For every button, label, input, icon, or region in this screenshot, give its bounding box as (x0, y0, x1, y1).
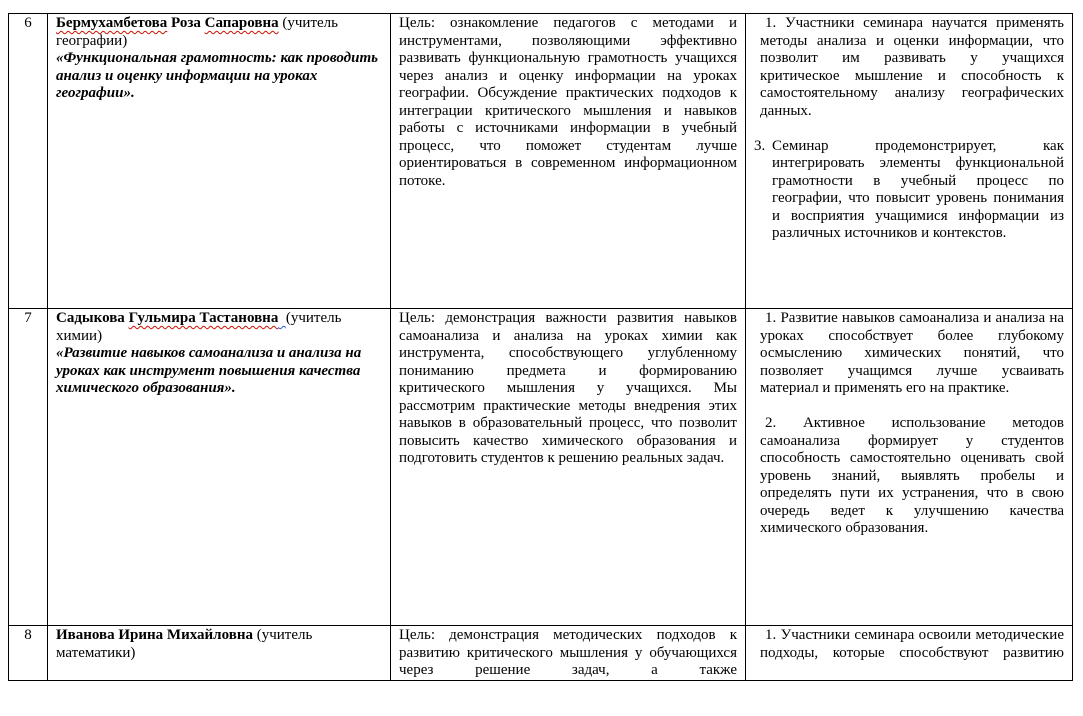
outcome-item (754, 138, 1064, 243)
grammar-mark (278, 310, 286, 326)
outcome-number: 3. (754, 137, 766, 154)
teacher-name (56, 627, 382, 662)
row-number: 7 (24, 310, 32, 326)
outcome-item (760, 415, 1064, 538)
outcome-item (760, 15, 1064, 120)
teacher-full-name: Иванова Ирина Михайловна (56, 627, 253, 643)
outcome-text: Активное использование методов самоанализа формирует у студентов способность самостоятельно оценивать свой уровень знаний, выявлять пробелы и определять пути их устранения, что в свою очередь ведет к улучшению качества химического образования. (760, 415, 1064, 536)
outcome-item (760, 627, 1064, 662)
goal-text: Цель: демонстрация важности развития навыков самоанализа и анализа на уроках химии как инструмента, способствующего углубленному пониманию предмета и формированию критического мышления у учащихся. Мы рассмотрим практические методы внедрения этих навыков в образовательный процесс, что позволит повысить качество химического образования и подготовить студентов к решению реальных задач. (399, 310, 737, 466)
row-number: 8 (24, 627, 32, 643)
outcome-text: Развитие навыков самоанализа и анализа на уроках способствует более глубокому осмыслению химических понятий, что позволяет учащимся лучше усваивать материал и применять его на практике. (760, 310, 1065, 396)
row-number: 6 (24, 15, 32, 31)
goal-text: Цель: демонстрация методических подходов к развитию критического мышления у обучающихся через решение задач, а также (399, 627, 737, 678)
goal-cell (391, 626, 746, 681)
teacher-name (56, 310, 382, 345)
seminar-topic: «Развитие навыков самоанализа и анализа на уроках как инструмент повышения качества химического образования». (56, 345, 362, 396)
teacher-given-name: Роза (167, 15, 205, 31)
teacher-role: (учитель математики) (56, 627, 313, 661)
teacher-surname: Бермухамбетова (56, 15, 168, 31)
outcomes-cell (746, 626, 1073, 681)
teacher-surname: Садыкова (56, 310, 129, 326)
outcome-text: Семинар продемонстрирует, как интегрировать элементы функциональной грамотности в учебный процесс по географии, что повысит уровень понимания и восприятия учащимися информации из различных источников и контекстов. (772, 137, 1064, 241)
goal-cell (391, 14, 746, 309)
outcome-text: Участники семинара освоили методические подходы, которые способствуют развитию (760, 627, 1064, 661)
outcome-item (760, 310, 1064, 398)
table-row (9, 309, 1073, 626)
table-row (9, 14, 1073, 309)
teacher-cell (48, 626, 391, 681)
teacher-name (56, 15, 382, 50)
teacher-given-patronymic: Гульмира Тастановна (128, 310, 279, 326)
outcome-number: 1. (765, 310, 777, 326)
seminar-schedule-table (8, 13, 1073, 681)
teacher-patronymic: Сапаровна (204, 15, 279, 31)
teacher-cell (48, 14, 391, 309)
goal-cell (391, 309, 746, 626)
outcome-number: 1. (765, 15, 777, 31)
table-row (9, 626, 1073, 681)
outcomes-cell (746, 14, 1073, 309)
teacher-role: (учитель географии) (56, 15, 338, 49)
row-number-cell (9, 14, 48, 309)
teacher-cell (48, 309, 391, 626)
row-number-cell (9, 309, 48, 626)
teacher-role: (учитель химии) (56, 310, 342, 344)
goal-text: Цель: ознакомление педагогов с методами и инструментами, позволяющими эффективно развивать функциональную грамотность учащихся через анализ и оценку информации на уроках географии. Обсуждение практических подходов к интеграции критического мышления и навыков работы с источниками информации в учебный процесс, что поможет студентам лучше ориентироваться в современном информационном потоке. (399, 15, 737, 189)
outcome-number: 2. (765, 415, 777, 431)
outcome-number: 1. (765, 627, 777, 643)
seminar-topic: «Функциональная грамотность: как проводить анализ и оценку информации на уроках географии». (56, 50, 378, 101)
outcome-text: Участники семинара научатся применять методы анализа и оценки информации, что позволит им развивать у учащихся критическое мышление и способность к самостоятельному анализу географических данных. (760, 15, 1065, 119)
outcomes-cell (746, 309, 1073, 626)
row-number-cell (9, 626, 48, 681)
